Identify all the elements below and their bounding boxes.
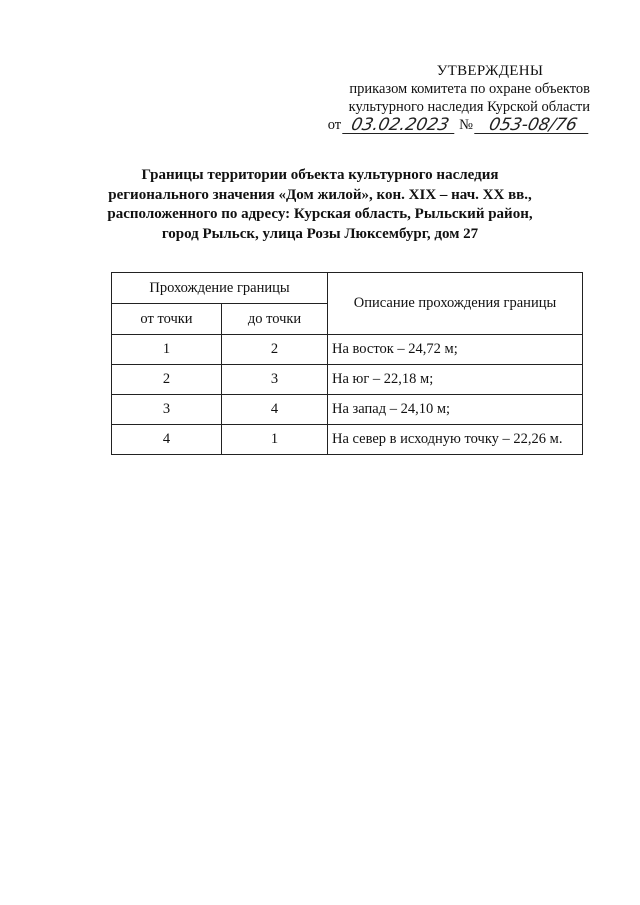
description-cell: На восток – 24,72 м; [328, 335, 583, 365]
approval-line-1: приказом комитета по охране объектов [349, 81, 590, 97]
document-title [80, 166, 560, 244]
description-cell: На юг – 22,18 м; [328, 365, 583, 395]
to-point-cell: 1 [222, 425, 328, 455]
from-point-cell: 2 [112, 365, 222, 395]
from-point-header: от точки [112, 304, 222, 335]
to-point-cell: 2 [222, 335, 328, 365]
from-point-cell: 4 [112, 425, 222, 455]
boundary-table [111, 272, 583, 455]
handwritten-number: 053-08/76 [474, 117, 592, 134]
from-label: от [327, 117, 342, 133]
title-line-1: Границы территории объекта культурного наследия [141, 167, 499, 183]
from-point-cell: 3 [112, 395, 222, 425]
approval-block [300, 62, 590, 134]
approval-heading: УТВЕРЖДЕНЫ [436, 63, 544, 79]
approval-line-2: культурного наследия Курской области [348, 99, 590, 115]
title-line-4: город Рыльск, улица Розы Люксембург, дом 27 [161, 225, 479, 242]
table-row [112, 395, 583, 425]
table-row [112, 365, 583, 395]
description-header: Описание прохождения границы [328, 273, 583, 335]
handwritten-date: 03.02.2023 [342, 117, 458, 134]
number-sign: № [459, 117, 473, 133]
approval-date-number-row [300, 116, 590, 134]
description-cell: На север в исходную точку – 22,26 м. [328, 425, 583, 455]
table-row [112, 425, 583, 455]
from-point-cell: 1 [112, 335, 222, 365]
group-header: Прохождение границы [112, 273, 328, 304]
table-row [112, 335, 583, 365]
description-cell: На запад – 24,10 м; [328, 395, 583, 425]
title-line-2: регионального значения «Дом жилой», кон. XIX – нач. XX вв., [108, 186, 532, 203]
title-line-3: расположенного по адресу: Курская область, Рыльский район, [107, 206, 533, 222]
to-point-cell: 4 [222, 395, 328, 425]
to-point-cell: 3 [222, 365, 328, 395]
to-point-header: до точки [222, 304, 328, 335]
